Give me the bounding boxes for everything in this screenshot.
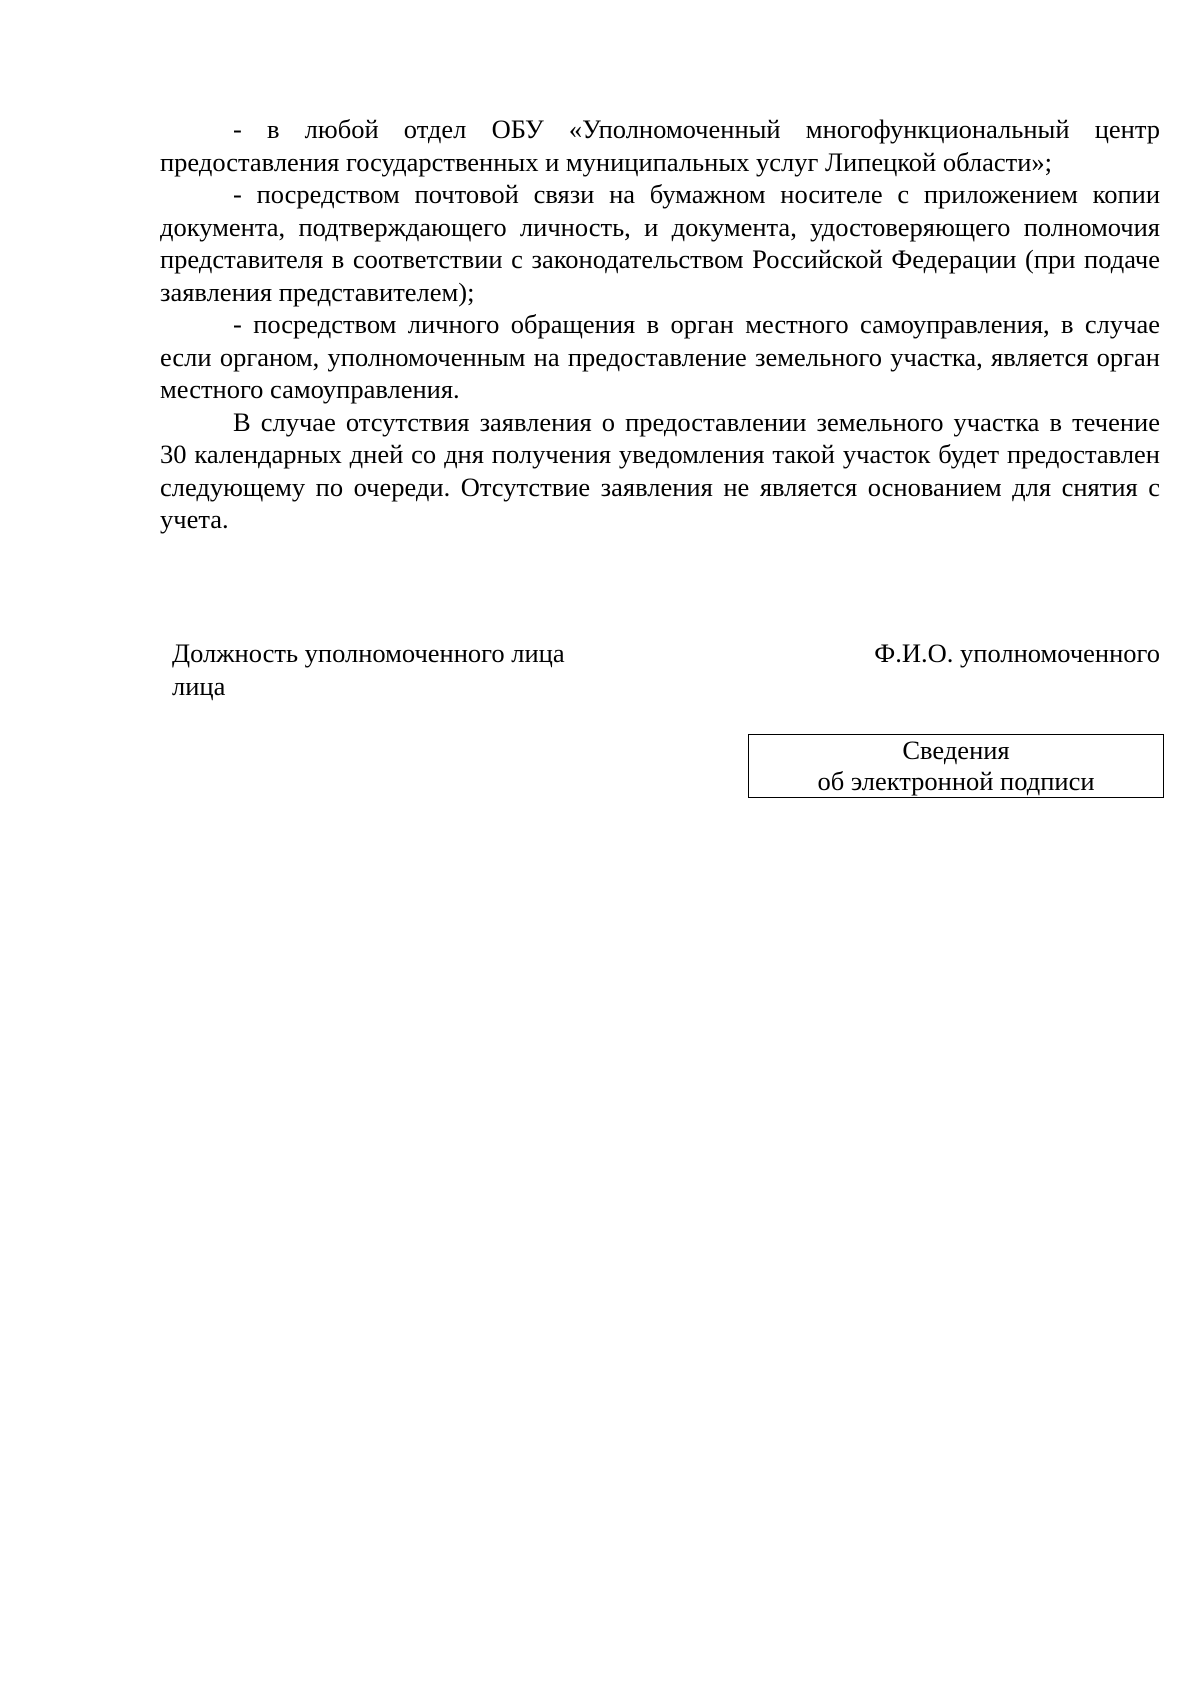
paragraph-personal-visit: - посредством личного обращения в орган местного самоуправления, в случае если органом, уполномоченным на предоставление земельного участка, является орган местного самоуправления. bbox=[160, 309, 1160, 404]
paragraph-postal: - посредством почтовой связи на бумажном носителе с приложением копии документа, подтверждающего личность, и документа, удостоверяющего полномочия представителя в соответствии с законодательством Российской Федерации (при подаче заявления представителем); bbox=[160, 179, 1160, 307]
position-label-continued: лица bbox=[172, 670, 226, 701]
position-label: Должность уполномоченного лица bbox=[172, 638, 565, 668]
paragraph-mfc-office: - в любой отдел ОБУ «Уполномоченный многофункциональный центр предоставления государственных и муниципальных услуг Липецкой области»; bbox=[160, 114, 1160, 177]
signature-name-label: Ф.И.О. уполномоченного bbox=[874, 638, 1160, 668]
electronic-signature-box bbox=[748, 734, 1164, 798]
paragraph-absence-of-application: В случае отсутствия заявления о предоставлении земельного участка в течение 30 календарных дней со дня получения уведомления такой участок будет предоставлен следующему по очереди. Отсутствие заявления не является основанием для снятия с учета. bbox=[160, 406, 1160, 534]
body-text bbox=[160, 113, 1160, 536]
esign-subtitle: об электронной подписи bbox=[817, 766, 1095, 796]
esign-title: Сведения bbox=[902, 735, 1010, 765]
signature-position bbox=[172, 637, 632, 702]
